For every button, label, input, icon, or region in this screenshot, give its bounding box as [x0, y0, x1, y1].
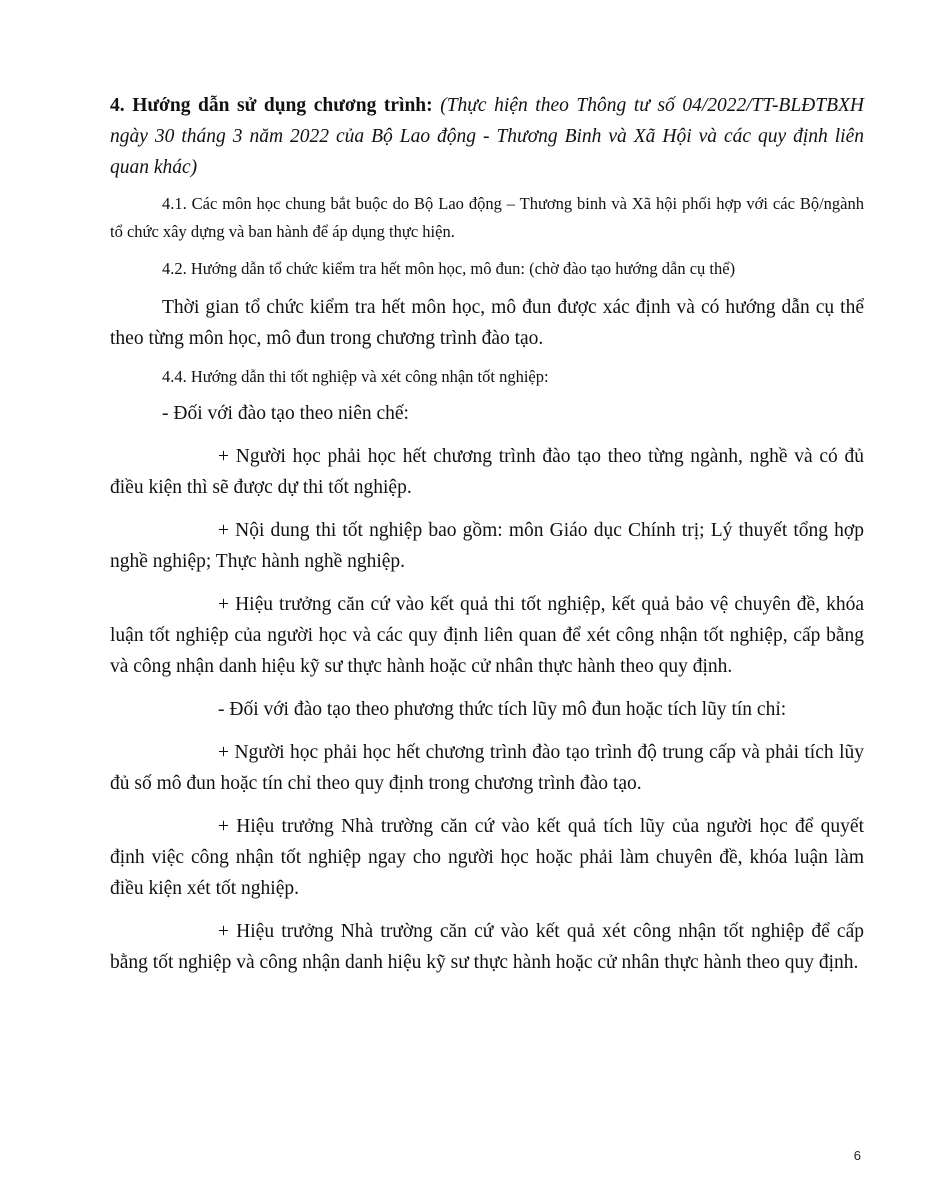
nien-che-item-3: + Hiệu trưởng căn cứ vào kết quả thi tốt nghiệp, kết quả bảo vệ chuyên đề, khóa luận tốt nghiệp của người học và các quy định liên quan để xét công nhận tốt nghiệp, cấp bằng và công nhận danh hiệu kỹ sư thực hành hoặc cử nhân thực hành theo quy định.: [110, 594, 864, 677]
tich-luy-item-2: + Hiệu trưởng Nhà trường căn cứ vào kết quả tích lũy của người học để quyết định việc công nhận tốt nghiệp ngay cho người học hoặc phải làm chuyên đề, khóa luận làm điều kiện xét tốt nghiệp.: [110, 816, 864, 899]
section-heading-title: 4. Hướng dẫn sử dụng chương trình:: [110, 95, 433, 116]
nien-che-item-2: + Nội dung thi tốt nghiệp bao gồm: môn Giáo dục Chính trị; Lý thuyết tổng hợp nghề nghiệp; Thực hành nghề nghiệp.: [110, 520, 864, 572]
section-heading: [110, 90, 864, 183]
paragraph-4-2: 4.2. Hướng dẫn tổ chức kiểm tra hết môn học, mô đun: (chờ đào tạo hướng dẫn cụ thể): [162, 259, 736, 278]
page-number: 6: [853, 1148, 861, 1163]
nien-che-label: - Đối với đào tạo theo niên chế:: [162, 403, 409, 424]
paragraph-4-2-body: Thời gian tổ chức kiểm tra hết môn học, mô đun được xác định và có hướng dẫn cụ thể theo từng môn học, mô đun trong chương trình đào tạo.: [110, 297, 864, 349]
tich-luy-item-1: + Người học phải học hết chương trình đào tạo trình độ trung cấp và phải tích lũy đủ số mô đun hoặc tín chỉ theo quy định trong chương trình đào tạo.: [110, 742, 864, 794]
tich-luy-label: - Đối với đào tạo theo phương thức tích lũy mô đun hoặc tích lũy tín chỉ:: [218, 699, 787, 720]
paragraph-4-4: 4.4. Hướng dẫn thi tốt nghiệp và xét công nhận tốt nghiệp:: [162, 367, 549, 386]
document-page: [110, 90, 864, 978]
nien-che-item-1: + Người học phải học hết chương trình đào tạo theo từng ngành, nghề và có đủ điều kiện thì sẽ được dự thi tốt nghiệp.: [110, 446, 864, 498]
tich-luy-item-3: + Hiệu trưởng Nhà trường căn cứ vào kết quả xét công nhận tốt nghiệp để cấp bằng tốt nghiệp và công nhận danh hiệu kỹ sư thực hành hoặc cử nhân thực hành theo quy định.: [110, 921, 864, 973]
paragraph-4-1: 4.1. Các môn học chung bắt buộc do Bộ Lao động – Thương binh và Xã hội phối hợp với các Bộ/ngành tổ chức xây dựng và ban hành để áp dụng thực hiện.: [110, 194, 864, 241]
section-heading-reference: (Thực hiện theo Thông tư số 04/2022/TT-BLĐTBXH ngày 30 tháng 3 năm 2022 của Bộ Lao động - Thương Binh và Xã Hội và các quy định liên quan khác): [110, 95, 865, 178]
